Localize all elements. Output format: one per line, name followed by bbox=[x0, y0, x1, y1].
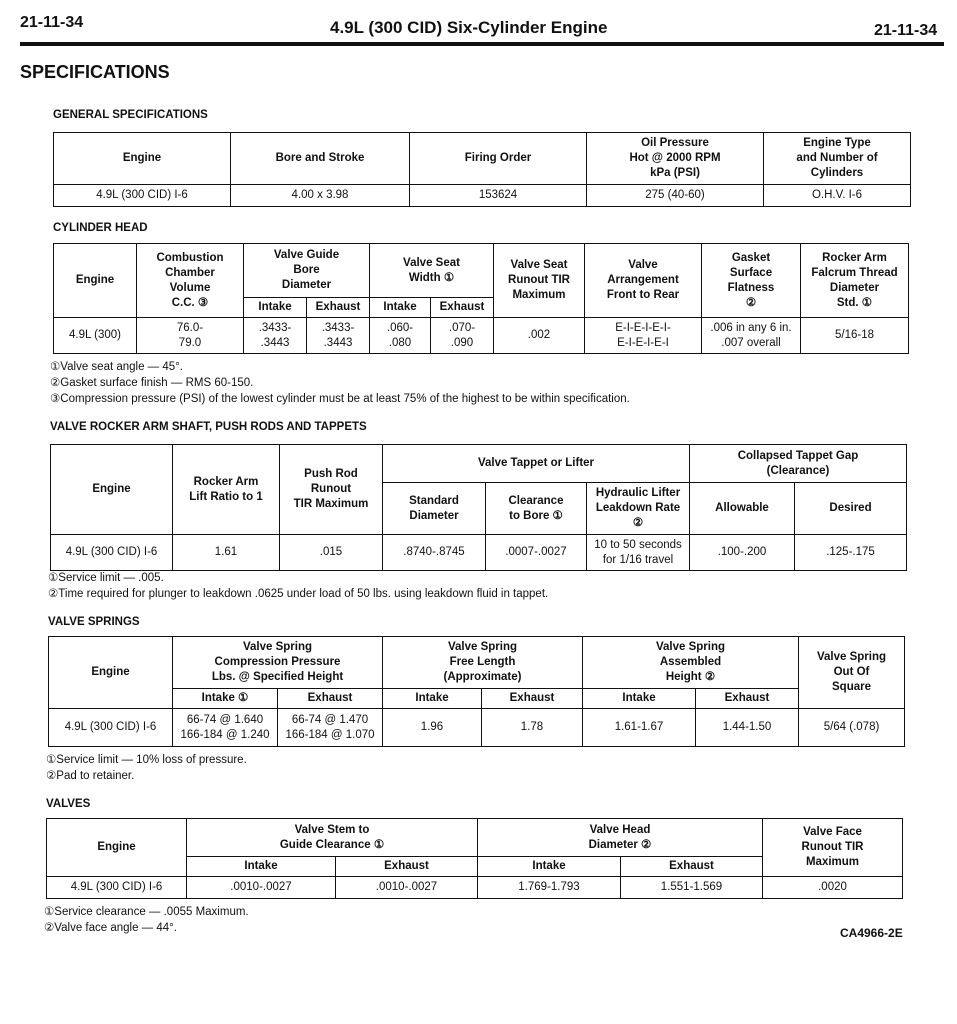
cell-lift-ratio: 1.61 bbox=[173, 535, 280, 571]
valve-springs-title: VALVE SPRINGS bbox=[48, 616, 140, 628]
header-stem-clearance: Valve Stem to Guide Clearance ① bbox=[187, 819, 478, 857]
header-face-runout: Valve Face Runout TIR Maximum bbox=[763, 819, 903, 877]
table-row bbox=[49, 709, 905, 747]
header-gasket-flatness: Gasket Surface Flatness ② bbox=[702, 244, 801, 318]
header-collapsed-gap: Collapsed Tappet Gap (Clearance) bbox=[690, 445, 907, 483]
subheader-head-intake: Intake bbox=[478, 857, 621, 877]
subheader-free-intake: Intake bbox=[383, 689, 482, 709]
subheader-asm-intake: Intake bbox=[583, 689, 696, 709]
footnote: ②Pad to retainer. bbox=[46, 770, 135, 782]
cell-gasket: .006 in any 6 in. .007 overall bbox=[702, 318, 801, 354]
cell-asm-exhaust: 1.44-1.50 bbox=[696, 709, 799, 747]
cell-bore-stroke: 4.00 x 3.98 bbox=[231, 185, 410, 207]
subheader-guide-intake: Intake bbox=[244, 298, 307, 318]
cell-stem-intake: .0010-.0027 bbox=[187, 877, 336, 899]
subheader-seat-intake: Intake bbox=[370, 298, 431, 318]
page-number-right: 21-11-34 bbox=[874, 22, 938, 39]
subheader-comp-intake: Intake ① bbox=[173, 689, 278, 709]
cell-comp-exhaust: 66-74 @ 1.470 166-184 @ 1.070 bbox=[278, 709, 383, 747]
header-valve-guide: Valve Guide Bore Diameter bbox=[244, 244, 370, 298]
footnote: ③Compression pressure (PSI) of the lowest cylinder must be at least 75% of the highest to be within specification. bbox=[50, 393, 630, 405]
header-out-of-square: Valve Spring Out Of Square bbox=[799, 637, 905, 709]
rocker-shaft-table bbox=[50, 444, 907, 571]
header-seat-runout: Valve Seat Runout TIR Maximum bbox=[494, 244, 585, 318]
valves-table bbox=[46, 818, 903, 899]
table-header-row bbox=[47, 819, 903, 857]
cell-chamber: 76.0- 79.0 bbox=[137, 318, 244, 354]
cell-head-exhaust: 1.551-1.569 bbox=[621, 877, 763, 899]
cell-clearance: .0007-.0027 bbox=[486, 535, 587, 571]
table-header-row bbox=[49, 637, 905, 689]
cell-face-runout: .0020 bbox=[763, 877, 903, 899]
footnote: ②Valve face angle — 44°. bbox=[44, 922, 177, 934]
cell-allowable: .100-.200 bbox=[690, 535, 795, 571]
subheader-desired: Desired bbox=[795, 483, 907, 535]
figure-code: CA4966-2E bbox=[840, 926, 903, 940]
subheader-guide-exhaust: Exhaust bbox=[307, 298, 370, 318]
header-assembled-height: Valve Spring Assembled Height ② bbox=[583, 637, 799, 689]
subheader-head-exhaust: Exhaust bbox=[621, 857, 763, 877]
cylinder-head-table bbox=[53, 243, 909, 354]
table-header-row bbox=[54, 244, 909, 298]
cell-comp-intake: 66-74 @ 1.640 166-184 @ 1.240 bbox=[173, 709, 278, 747]
subheader-stem-intake: Intake bbox=[187, 857, 336, 877]
cell-engine: 4.9L (300) bbox=[54, 318, 137, 354]
table-row bbox=[54, 318, 909, 354]
footnote: ①Valve seat angle — 45°. bbox=[50, 361, 183, 373]
page-number-left: 21-11-34 bbox=[20, 14, 84, 31]
cell-oil-pressure: 275 (40-60) bbox=[587, 185, 764, 207]
header-rule bbox=[20, 42, 944, 46]
cell-engine: 4.9L (300 CID) I-6 bbox=[47, 877, 187, 899]
header-valve-tappet: Valve Tappet or Lifter bbox=[383, 445, 690, 483]
header-valve-arrangement: Valve Arrangement Front to Rear bbox=[585, 244, 702, 318]
cell-seat-intake: .060- .080 bbox=[370, 318, 431, 354]
footnote: ①Service limit — 10% loss of pressure. bbox=[46, 754, 247, 766]
subheader-allowable: Allowable bbox=[690, 483, 795, 535]
cell-rocker-thread: 5/16-18 bbox=[801, 318, 909, 354]
header-engine: Engine bbox=[54, 244, 137, 318]
header-rocker-thread: Rocker Arm Falcrum Thread Diameter Std. ① bbox=[801, 244, 909, 318]
cell-seat-exhaust: .070- .090 bbox=[431, 318, 494, 354]
subheader-leakdown-rate: Hydraulic Lifter Leakdown Rate ② bbox=[587, 483, 690, 535]
table-row bbox=[51, 535, 907, 571]
cell-free-exhaust: 1.78 bbox=[482, 709, 583, 747]
header-valve-seat-width: Valve Seat Width ① bbox=[370, 244, 494, 298]
subheader-seat-exhaust: Exhaust bbox=[431, 298, 494, 318]
header-firing-order: Firing Order bbox=[410, 133, 587, 185]
cell-head-intake: 1.769-1.793 bbox=[478, 877, 621, 899]
header-oil-pressure: Oil Pressure Hot @ 2000 RPM kPa (PSI) bbox=[587, 133, 764, 185]
cell-arrangement: E-I-E-I-E-I- E-I-E-I-E-I bbox=[585, 318, 702, 354]
cell-leakdown-rate: 10 to 50 seconds for 1/16 travel bbox=[587, 535, 690, 571]
general-spec-table bbox=[53, 132, 911, 207]
header-engine-type: Engine Type and Number of Cylinders bbox=[764, 133, 911, 185]
subheader-standard-diameter: Standard Diameter bbox=[383, 483, 486, 535]
cell-standard-diameter: .8740-.8745 bbox=[383, 535, 486, 571]
subheader-asm-exhaust: Exhaust bbox=[696, 689, 799, 709]
table-row bbox=[54, 185, 911, 207]
valves-title: VALVES bbox=[46, 798, 91, 810]
cell-engine: 4.9L (300 CID) I-6 bbox=[54, 185, 231, 207]
cell-desired: .125-.175 bbox=[795, 535, 907, 571]
header-lift-ratio: Rocker Arm Lift Ratio to 1 bbox=[173, 445, 280, 535]
document-title: 4.9L (300 CID) Six-Cylinder Engine bbox=[330, 18, 608, 37]
cell-asm-intake: 1.61-1.67 bbox=[583, 709, 696, 747]
table-header-row bbox=[54, 133, 911, 185]
rocker-shaft-title: VALVE ROCKER ARM SHAFT, PUSH RODS AND TAPPETS bbox=[50, 421, 367, 433]
table-header-row bbox=[51, 445, 907, 483]
subheader-free-exhaust: Exhaust bbox=[482, 689, 583, 709]
header-free-length: Valve Spring Free Length (Approximate) bbox=[383, 637, 583, 689]
cell-guide-exhaust: .3433- .3443 bbox=[307, 318, 370, 354]
cylinder-head-title: CYLINDER HEAD bbox=[53, 222, 148, 234]
valve-springs-table bbox=[48, 636, 905, 747]
cell-engine: 4.9L (300 CID) I-6 bbox=[51, 535, 173, 571]
table-row bbox=[47, 877, 903, 899]
header-bore-stroke: Bore and Stroke bbox=[231, 133, 410, 185]
cell-engine-type: O.H.V. I-6 bbox=[764, 185, 911, 207]
header-engine: Engine bbox=[47, 819, 187, 877]
header-engine: Engine bbox=[54, 133, 231, 185]
cell-stem-exhaust: .0010-.0027 bbox=[336, 877, 478, 899]
header-compression-pressure: Valve Spring Compression Pressure Lbs. @ Specified Height bbox=[173, 637, 383, 689]
header-engine: Engine bbox=[51, 445, 173, 535]
footnote: ②Time required for plunger to leakdown .0625 under load of 50 lbs. using leakdown fluid in tappet. bbox=[48, 588, 549, 600]
footnote: ②Gasket surface finish — RMS 60-150. bbox=[50, 377, 254, 389]
general-spec-title: GENERAL SPECIFICATIONS bbox=[53, 109, 208, 121]
cell-push-rod-runout: .015 bbox=[280, 535, 383, 571]
cell-free-intake: 1.96 bbox=[383, 709, 482, 747]
cell-out-of-square: 5/64 (.078) bbox=[799, 709, 905, 747]
subheader-clearance: Clearance to Bore ① bbox=[486, 483, 587, 535]
cell-runout: .002 bbox=[494, 318, 585, 354]
cell-guide-intake: .3433- .3443 bbox=[244, 318, 307, 354]
subheader-comp-exhaust: Exhaust bbox=[278, 689, 383, 709]
footnote: ①Service limit — .005. bbox=[48, 572, 164, 584]
cell-firing-order: 153624 bbox=[410, 185, 587, 207]
cell-engine: 4.9L (300 CID) I-6 bbox=[49, 709, 173, 747]
page-title: SPECIFICATIONS bbox=[20, 62, 170, 82]
subheader-stem-exhaust: Exhaust bbox=[336, 857, 478, 877]
footnote: ①Service clearance — .0055 Maximum. bbox=[44, 906, 249, 918]
header-head-diameter: Valve Head Diameter ② bbox=[478, 819, 763, 857]
header-engine: Engine bbox=[49, 637, 173, 709]
header-push-rod-runout: Push Rod Runout TIR Maximum bbox=[280, 445, 383, 535]
header-chamber-volume: Combustion Chamber Volume C.C. ③ bbox=[137, 244, 244, 318]
table-subheader-row bbox=[49, 689, 905, 709]
